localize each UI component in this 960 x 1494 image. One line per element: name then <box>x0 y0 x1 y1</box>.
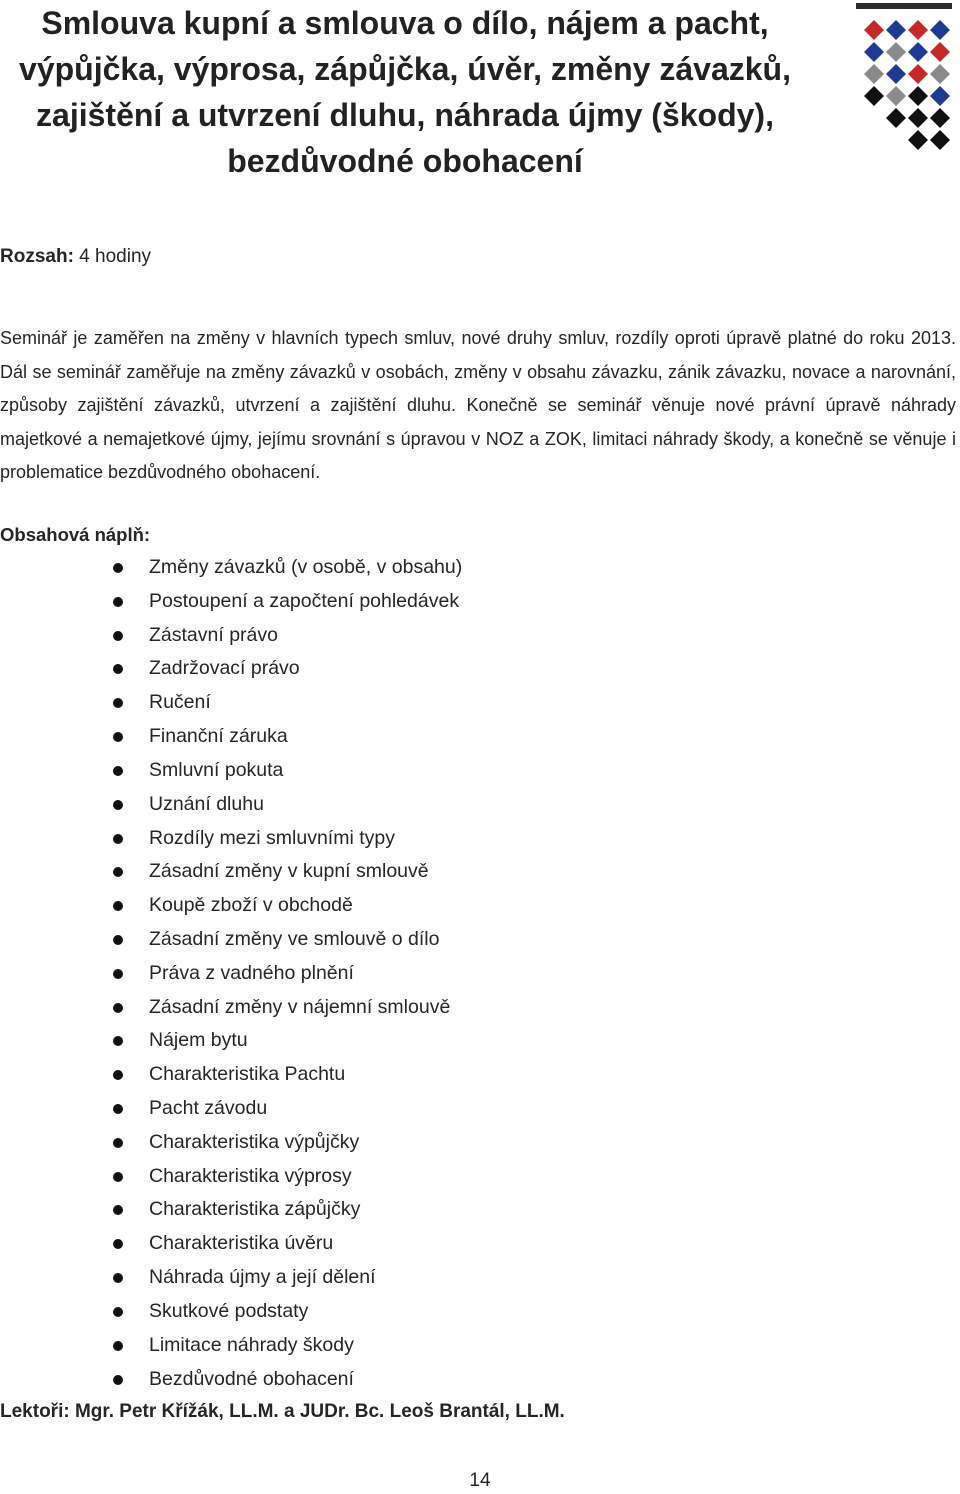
bullet-icon <box>113 969 123 979</box>
list-item <box>0 686 462 720</box>
bullet-icon <box>113 698 123 708</box>
list-item-text: Změny závazků (v osobě, v obsahu) <box>149 556 463 578</box>
list-item <box>0 1058 462 1092</box>
list-item-text: Pacht závodu <box>149 1097 268 1119</box>
list-item-text: Charakteristika výprosy <box>149 1164 352 1187</box>
list-item <box>0 652 462 686</box>
bullet-icon <box>113 597 123 607</box>
bullet-icon <box>113 1138 123 1148</box>
bullet-icon <box>113 1104 123 1114</box>
list-item <box>0 855 462 889</box>
list-item <box>0 923 462 957</box>
title-line: bezdůvodné obohacení <box>227 143 583 179</box>
list-item <box>0 585 462 619</box>
list-item-text: Zásadní změny ve smlouvě o dílo <box>149 927 440 950</box>
list-item-text: Zásadní změny v kupní smlouvě <box>149 860 429 883</box>
lecturers-line: Lektoři: Mgr. Petr Křížák, LL.M. a JUDr. Bc. Leoš Brantál, LL.M. <box>0 1401 565 1422</box>
list-item <box>0 1295 462 1329</box>
list-item-text: Charakteristika úvěru <box>149 1232 334 1255</box>
list-item-text: Zástavní právo <box>149 623 278 646</box>
list-item-text: Finanční záruka <box>149 725 288 748</box>
list-item-text: Rozdíly mezi smluvními typy <box>149 826 395 849</box>
list-item <box>0 1261 462 1295</box>
bullet-icon <box>113 1375 123 1385</box>
content-list <box>0 551 462 1396</box>
bullet-icon <box>113 563 123 573</box>
list-item <box>0 889 462 923</box>
page-number: 14 <box>469 1470 491 1491</box>
list-item-text: Koupě zboží v obchodě <box>149 894 353 917</box>
list-item-text: Charakteristika zápůjčky <box>149 1198 361 1221</box>
bullet-icon <box>113 664 123 674</box>
list-item <box>0 822 462 856</box>
list-item <box>0 551 462 585</box>
bullet-icon <box>113 1003 123 1013</box>
list-item <box>0 619 462 653</box>
seminar-description: Seminář je zaměřen na změny v hlavních typech smluv, nové druhy smluv, rozdíly oproti úpravě platné do roku 2013. Dál se seminář zaměřuje na změny závazků v osobách, změny v obsahu závazku, zánik závazku, novace a narovnání, způsoby zajištění závazků, utvrzení a zajištění dluhu. Konečně se seminář věnuje nové právní úpravě náhrady majetkové a nemajetkové újmy, jejímu srovnání s úpravou v NOZ a ZOK, limitaci náhrady škody, a konečně se věnuje i problematice bezdůvodného obohacení. <box>0 328 956 483</box>
diamond-grid-logo-icon <box>852 0 956 156</box>
bullet-icon <box>113 766 123 776</box>
list-item <box>0 1193 462 1227</box>
list-item-text: Práva z vadného plnění <box>149 961 354 984</box>
list-item <box>0 1024 462 1058</box>
title-line: zajištění a utvrzení dluhu, náhrada újmy (škody), <box>36 97 774 133</box>
list-item <box>0 1160 462 1194</box>
list-item <box>0 1126 462 1160</box>
list-item-text: Ručení <box>149 691 211 714</box>
list-item-text: Limitace náhrady škody <box>149 1333 354 1356</box>
list-item <box>0 957 462 991</box>
list-item-text: Bezdůvodné obohacení <box>149 1367 354 1390</box>
bullet-icon <box>113 800 123 810</box>
list-item-text: Nájem bytu <box>149 1029 248 1052</box>
bullet-icon <box>113 1172 123 1182</box>
list-item-text: Skutkové podstaty <box>149 1299 309 1322</box>
bullet-icon <box>113 1239 123 1249</box>
bullet-icon <box>113 1307 123 1317</box>
list-item-text: Smluvní pokuta <box>149 758 284 781</box>
list-item <box>0 754 462 788</box>
title-line: Smlouva kupní a smlouva o dílo, nájem a pacht, <box>41 5 769 41</box>
bullet-icon <box>113 867 123 877</box>
bullet-icon <box>113 901 123 911</box>
document-title <box>0 0 810 184</box>
list-item-text: Zadržovací právo <box>149 657 300 680</box>
content-heading: Obsahová náplň: <box>0 524 151 545</box>
list-item-text: Uznání dluhu <box>149 792 264 815</box>
bullet-icon <box>113 1036 123 1046</box>
list-item <box>0 788 462 822</box>
bullet-icon <box>113 834 123 844</box>
list-item <box>0 1227 462 1261</box>
list-item <box>0 1329 462 1363</box>
bullet-icon <box>113 732 123 742</box>
bullet-icon <box>113 631 123 641</box>
bullet-icon <box>113 1341 123 1351</box>
list-item-text: Charakteristika Pachtu <box>149 1063 346 1086</box>
list-item <box>0 1363 462 1397</box>
list-item-text: Postoupení a započtení pohledávek <box>149 589 460 612</box>
bullet-icon <box>113 1273 123 1283</box>
bullet-icon <box>113 935 123 945</box>
list-item-text: Náhrada újmy a její dělení <box>149 1266 376 1289</box>
scope-label: Rozsah: <box>0 246 74 267</box>
list-item <box>0 1092 462 1126</box>
list-item-text: Zásadní změny v nájemní smlouvě <box>149 995 451 1018</box>
list-item <box>0 720 462 754</box>
title-line: výpůjčka, výprosa, zápůjčka, úvěr, změny závazků, <box>19 51 791 87</box>
list-item <box>0 991 462 1025</box>
bullet-icon <box>113 1070 123 1080</box>
list-item-text: Charakteristika výpůjčky <box>149 1130 360 1153</box>
bullet-icon <box>113 1205 123 1215</box>
scope-value: 4 hodiny <box>73 246 152 267</box>
scope-line <box>0 244 151 270</box>
